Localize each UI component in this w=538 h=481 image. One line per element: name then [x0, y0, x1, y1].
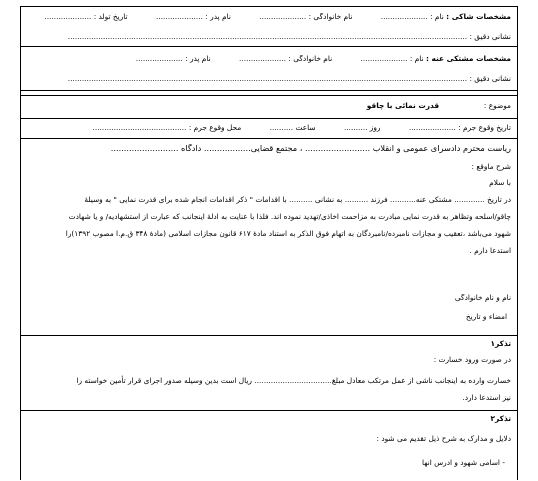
subject-section: [21, 95, 517, 119]
note1-line1: در صورت ورود خسارت :: [433, 356, 511, 364]
accused-row: [27, 55, 511, 64]
note1-section: [21, 336, 517, 411]
paragraph-line: خسارت وارده به اینجانب ناشی از عمل مرتکب معادل مبلغ................................. ریال است بدین وسیله صدور اجرای قرار تأمین خواسته را: [76, 376, 511, 385]
accused-father[interactable]: نام پدر : ....................: [135, 55, 211, 63]
paragraph-line: در تاریخ ............. مشتکی عنه........... فرزند .......... به نشانی .......... با اقدامات " ذکر اقدامات انجام شده برای قدرت نمایی " به وسیلهٔ: [84, 195, 511, 204]
note2-section: [21, 411, 517, 481]
description-paragraph: [27, 191, 511, 259]
note1-title: تذکر۱: [490, 340, 511, 348]
note2-item-witnesses: - اسامی شهود و آدرس آنها: [421, 459, 505, 467]
crime-place[interactable]: محل وقوع جرم : ........................................: [92, 124, 242, 132]
crime-row: [27, 124, 511, 133]
accused-address[interactable]: نشانی دقیق : ..........................................................................................................................................................................: [67, 75, 511, 83]
complainant-address[interactable]: نشانی دقیق : ..........................................................................................................................................................................: [67, 33, 511, 41]
complaint-form: [20, 6, 518, 480]
signature-date: امضاء و تاریخ: [465, 313, 507, 321]
note2-title: تذکر۲: [490, 415, 511, 423]
paragraph-line: استدعا دارم .: [469, 246, 511, 255]
complainant-heading: مشخصات شاکی :: [446, 13, 511, 21]
subject-value: قدرت نمائی با چاقو: [366, 102, 440, 110]
body-section: [21, 139, 517, 336]
description-label: شرح ماوقع :: [471, 163, 511, 171]
crime-day[interactable]: روز ..........: [343, 124, 381, 132]
complainant-name[interactable]: نام : ....................: [380, 13, 444, 21]
note1-paragraph: [27, 372, 511, 406]
complainant-family[interactable]: نام خانوادگی : ....................: [259, 13, 353, 21]
greeting: با سلام: [489, 179, 511, 187]
complainant-section: [21, 7, 517, 47]
accused-heading: مشخصات مشتکی عنه :: [425, 55, 511, 63]
subject-row: [27, 102, 511, 111]
addressee-line: ریاست محترم دادسرای عمومی و انقلاب ......................... ، مجتمع قضایی.................. دادگاه ..........................: [110, 144, 511, 153]
note2-line1: دلایل و مدارک به شرح ذیل تقدیم می شود :: [376, 435, 511, 443]
subject-label: موضوع :: [483, 102, 511, 110]
paragraph-line: چاقو/اسلحه وتظاهر به قدرت نمایی مبادرت به مزاحمت اخاذی/تهدید نموده اند. فلذا با عنایت به ادلهٔ اینجانب که عبارت از استشهادیه/ و یا شهادت: [68, 212, 511, 221]
crime-hour[interactable]: ساعت ..........: [269, 124, 316, 132]
accused-name[interactable]: نام : ....................: [360, 55, 424, 63]
accused-family[interactable]: نام خانوادگی : ....................: [239, 55, 333, 63]
complainant-row: [27, 13, 511, 22]
paragraph-line: شهود می‌باشد ،تعقیب و مجازات نامبرده/نامبردگان به اتهام فوق الذکر به استناد مادهٔ ۶۱۷ قانون مجازات اسلامی (مادهٔ ۳۴۸ ق.م.ا مصوب ۱۳۹۲)را: [65, 229, 511, 238]
crime-section: [21, 119, 517, 139]
crime-date[interactable]: تاریخ وقوع جرم : ....................: [408, 124, 511, 132]
paragraph-line: نیز استدعا دارد.: [462, 393, 511, 402]
accused-section: [21, 47, 517, 91]
complainant-birth[interactable]: تاریخ تولد : ....................: [44, 13, 128, 21]
signature-name: نام و نام خانوادگی: [454, 294, 511, 302]
complainant-father[interactable]: نام پدر : ....................: [155, 13, 231, 21]
